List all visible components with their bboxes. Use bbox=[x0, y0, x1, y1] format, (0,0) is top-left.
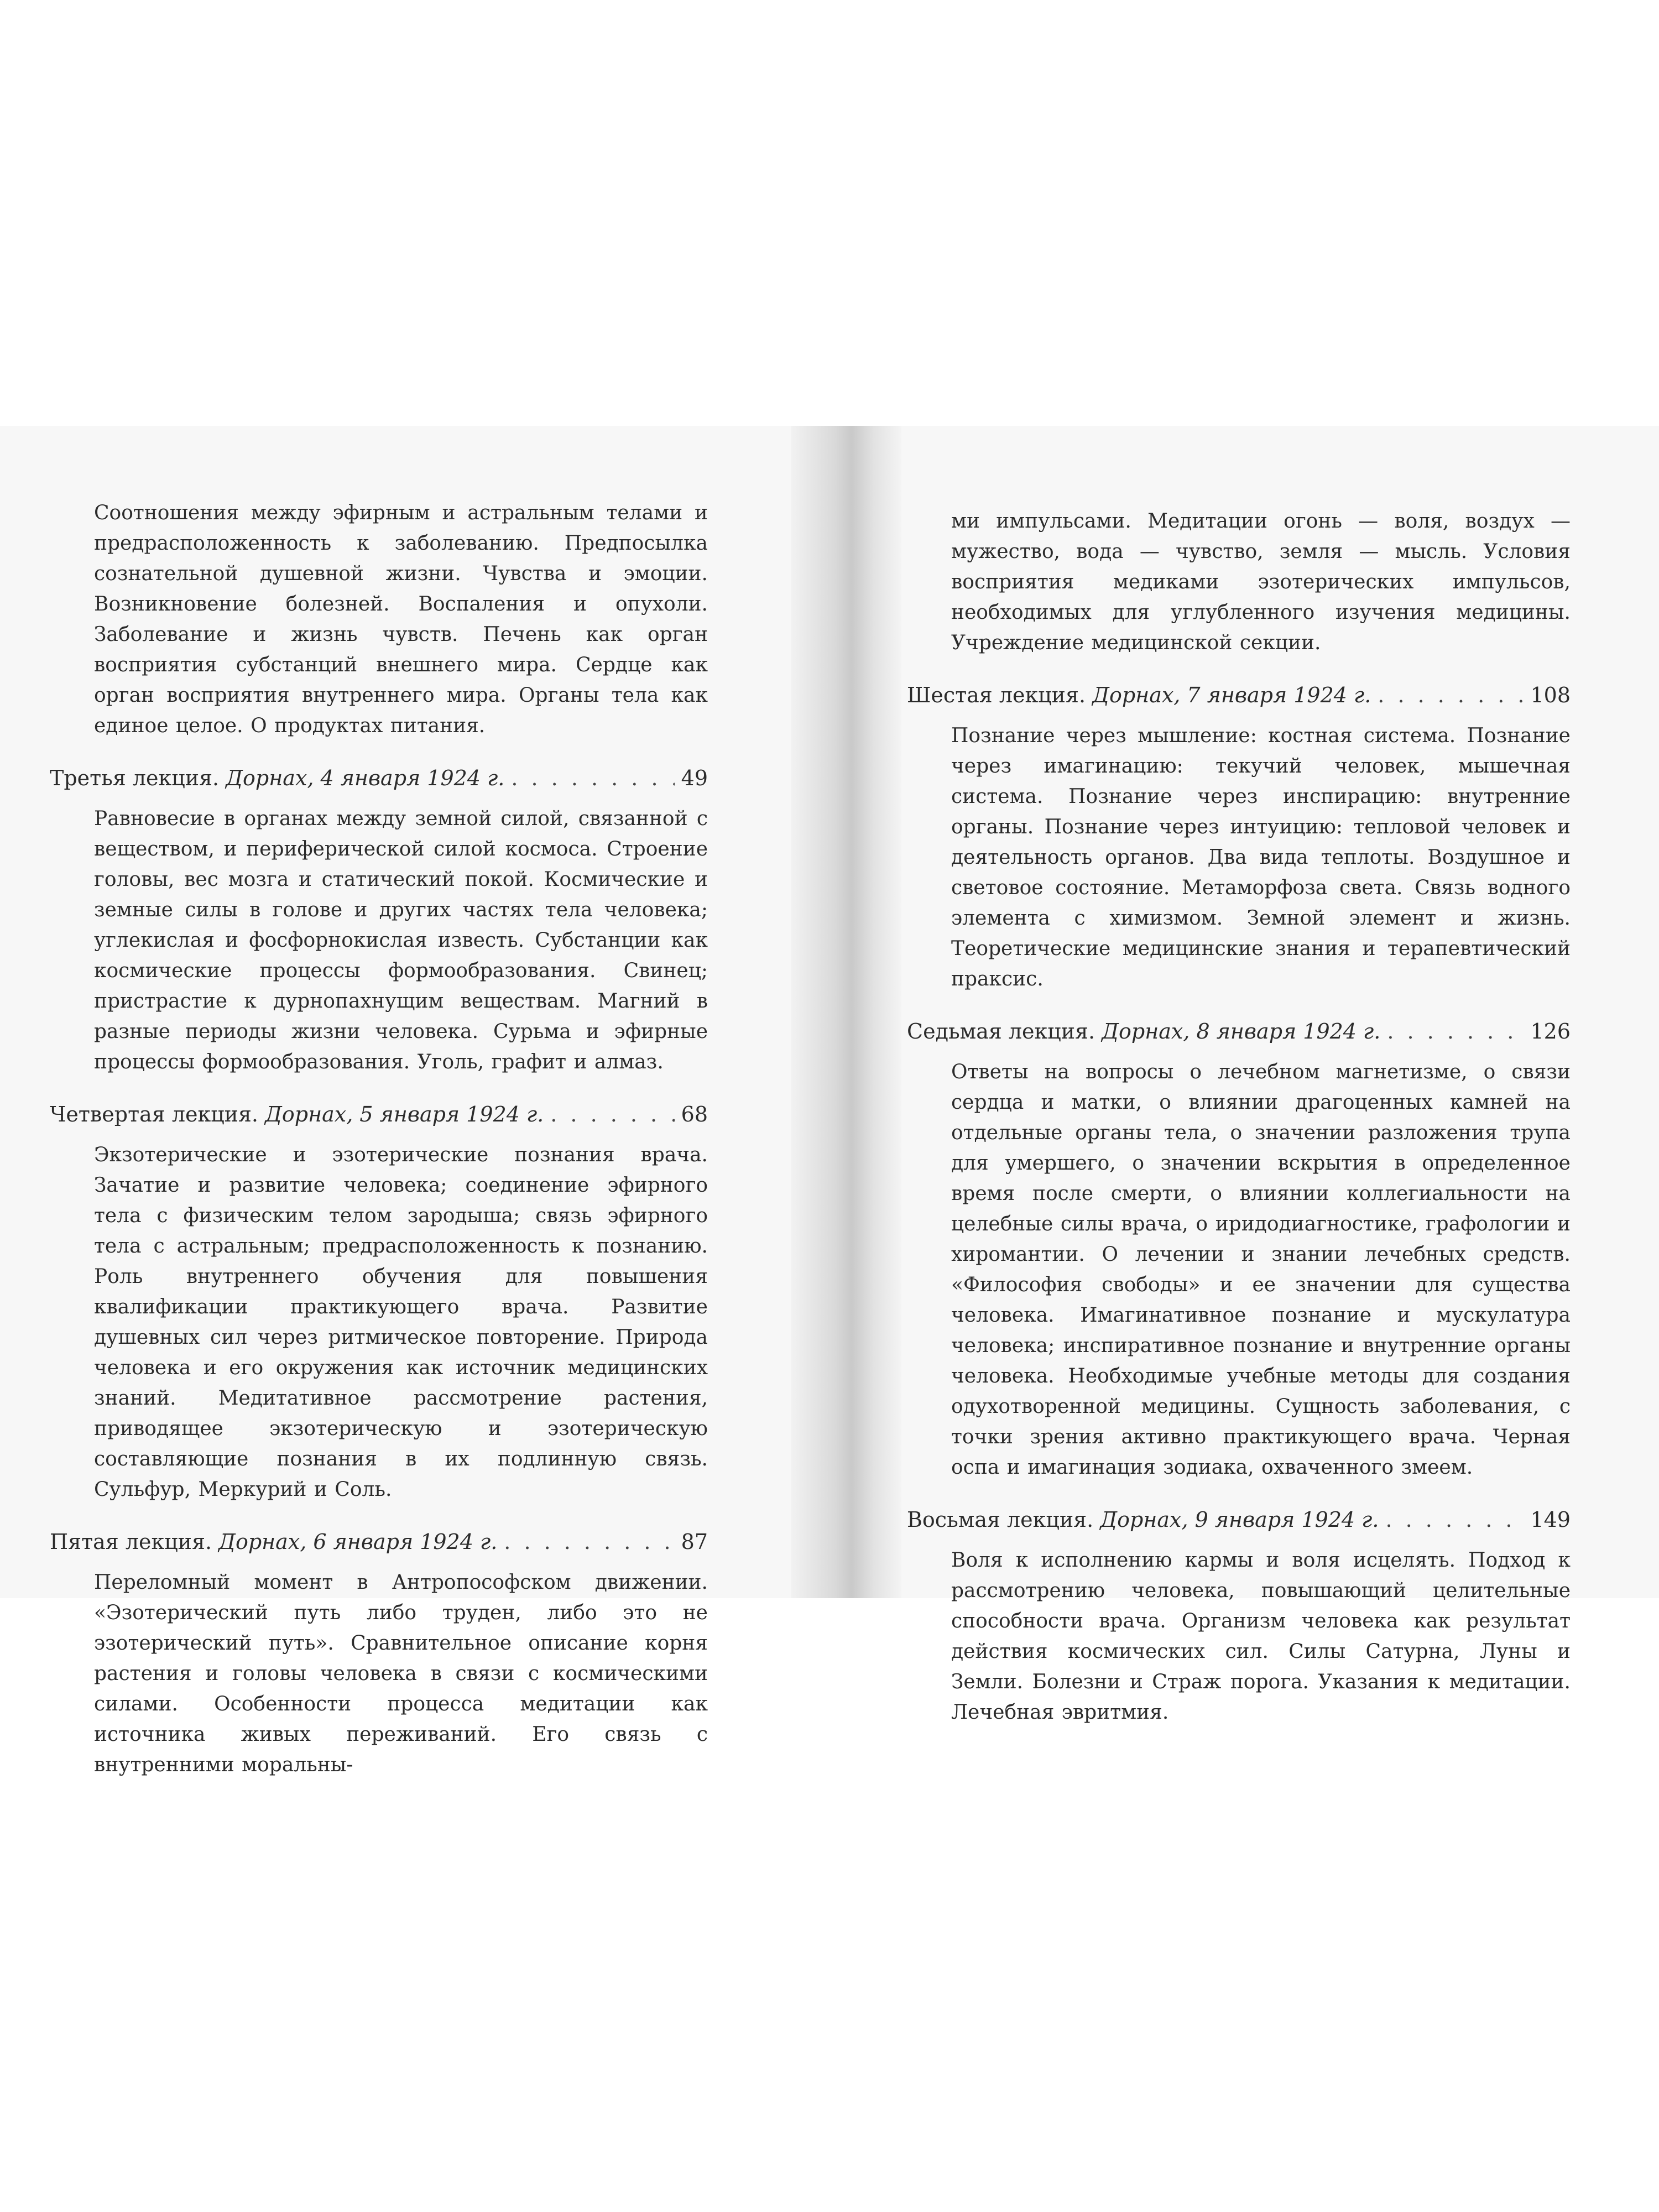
intro-text: Соотношения между эфирным и астральным телами и предрасположенность к заболеванию. Предпосылка сознательной душевной жизни. Чувства и эмоции. Возникновение болезней. Воспаления и опухоли. Заболевание и жизнь чувств. Печень как орган восприятия субстанций внешнего мира. Сердце как орган восприятия внутреннего мира. Органы тела как единое целое. О продуктах питания. bbox=[94, 502, 708, 737]
page-number: 68 bbox=[681, 1102, 708, 1126]
lecture-entry bbox=[907, 1016, 1571, 1483]
lecture-place: Дорнах, 7 января 1924 г. bbox=[1092, 683, 1371, 707]
page-number: 108 bbox=[1530, 683, 1571, 707]
lecture-heading bbox=[907, 1505, 1571, 1535]
lecture-place: Дорнах, 4 января 1924 г. bbox=[226, 766, 505, 790]
dot-leader bbox=[1387, 1016, 1524, 1047]
lecture-title: Восьмая лекция. bbox=[907, 1507, 1094, 1532]
lecture-place: Дорнах, 9 января 1924 г. bbox=[1100, 1507, 1379, 1532]
page-number: 87 bbox=[681, 1530, 708, 1554]
lecture-title: Седьмая лекция. bbox=[907, 1019, 1095, 1044]
lecture-description: Воля к исполнению кармы и воля исцелять. Подход к рассмотрению человека, повышающий целительные способности врача. Организм человека как результат действия космических сил. Силы Сатурна, Луны и Земли. Болезни и Страж порога. Указания к медитации. Лечебная эвритмия. bbox=[951, 1549, 1571, 1724]
lecture-description: Равновесие в органах между земной силой, связанной с веществом, и периферической силой космоса. Строение головы, вес мозга и статический покой. Космические и земные силы в голове и других частях тела человека; углекислая и фосфорнокислая известь. Субстанции как космические процессы формообразования. Свинец; пристрастие к дурнопахнущим веществам. Магний в разные периоды жизни человека. Сурьма и эфирные процессы формообразования. Уголь, графит и алмаз. bbox=[94, 807, 708, 1073]
lecture-description: Познание через мышление: костная система. Познание через имагинацию: текучий человек, мышечная система. Познание через инспирацию: внутренние органы. Познание через интуицию: тепловой человек и деятельность органов. Два вида теплоты. Воздушное и световое состояние. Метаморфоза света. Связь водного элемента с химизмом. Земной элемент и жизнь. Теоретические медицинские знания и терапевтический праксис. bbox=[951, 724, 1571, 990]
right-page bbox=[907, 506, 1571, 1728]
lecture-title: Пятая лекция. bbox=[50, 1530, 212, 1554]
book-gutter bbox=[791, 426, 901, 1598]
lecture-place: Дорнах, 6 января 1924 г. bbox=[218, 1530, 498, 1554]
lecture-heading bbox=[50, 1099, 708, 1130]
dot-leader bbox=[511, 763, 674, 794]
lecture-title: Третья лекция. bbox=[50, 766, 220, 790]
page-number: 149 bbox=[1530, 1507, 1571, 1532]
lecture-place: Дорнах, 8 января 1924 г. bbox=[1102, 1019, 1381, 1044]
lecture-entry bbox=[50, 763, 708, 1077]
dot-leader bbox=[1378, 680, 1524, 711]
page-number: 126 bbox=[1530, 1019, 1571, 1044]
lecture-description: Переломный момент в Антропософском движении. «Эзотерический путь либо труден, либо это не эзотерический путь». Сравнительное описание корня растения и головы человека в связи с космическими силами. Особенности процесса медитации как источника живых переживаний. Его связь с внутренними моральны- bbox=[94, 1571, 708, 1776]
left-page bbox=[50, 498, 708, 1780]
lecture-entry bbox=[907, 680, 1571, 994]
continuation-text: ми импульсами. Медитации огонь — воля, воздух — мужество, вода — чувство, земля — мысль. Условия восприятия медиками эзотерических импульсов, необходимых для углубленного изучения медицины. Учреждение медицинской секции. bbox=[951, 510, 1571, 654]
lecture-entry bbox=[50, 1099, 708, 1505]
lecture-heading bbox=[907, 1016, 1571, 1047]
lecture-description: Ответы на вопросы о лечебном магнетизме, о связи сердца и матки, о влиянии драгоценных камней на отдельные органы тела, о значении разложения трупа для умершего, о значении вскрытия в определенное время после смерти, о влиянии коллегиальности на целебные силы врача, о иридодиагностике, графологии и хиромантии. О лечении и знании лечебных средств. «Философия свободы» и ее значении для существа человека. Имагинативное познание и мускулатура человека; инспиративное познание и внутренние органы человека. Необходимые учебные методы для создания одухотворенной медицины. Сущность заболевания, с точки зрения активно практикующего врача. Черная оспа и имагинация зодиака, охваченного змеем. bbox=[951, 1061, 1571, 1479]
dot-leader bbox=[1385, 1505, 1524, 1535]
lecture-place: Дорнах, 5 января 1924 г. bbox=[265, 1102, 544, 1126]
lecture-title: Шестая лекция. bbox=[907, 683, 1086, 707]
dot-leader bbox=[550, 1099, 674, 1130]
lecture-entry bbox=[907, 1505, 1571, 1728]
lecture-description: Экзотерические и эзотерические познания врача. Зачатие и развитие человека; соединение эфирного тела с физическим телом зародыша; связь эфирного тела с астральным; предрасположенность к познанию. Роль внутреннего обучения для повышения квалификации практикующего врача. Развитие душевных сил через ритмическое повторение. Природа человека и его окружения как источник медицинских знаний. Медитативное рассмотрение растения, приводящее экзотерическую и эзотерическую составляющие познания в их подлинную связь. Сульфур, Меркурий и Соль. bbox=[94, 1144, 708, 1501]
lecture-heading bbox=[50, 1527, 708, 1557]
lecture-heading bbox=[907, 680, 1571, 711]
lecture-entry bbox=[50, 1527, 708, 1780]
page-number: 49 bbox=[681, 766, 708, 790]
lecture-heading bbox=[50, 763, 708, 794]
lecture-title: Четвертая лекция. bbox=[50, 1102, 259, 1126]
dot-leader bbox=[504, 1527, 674, 1557]
